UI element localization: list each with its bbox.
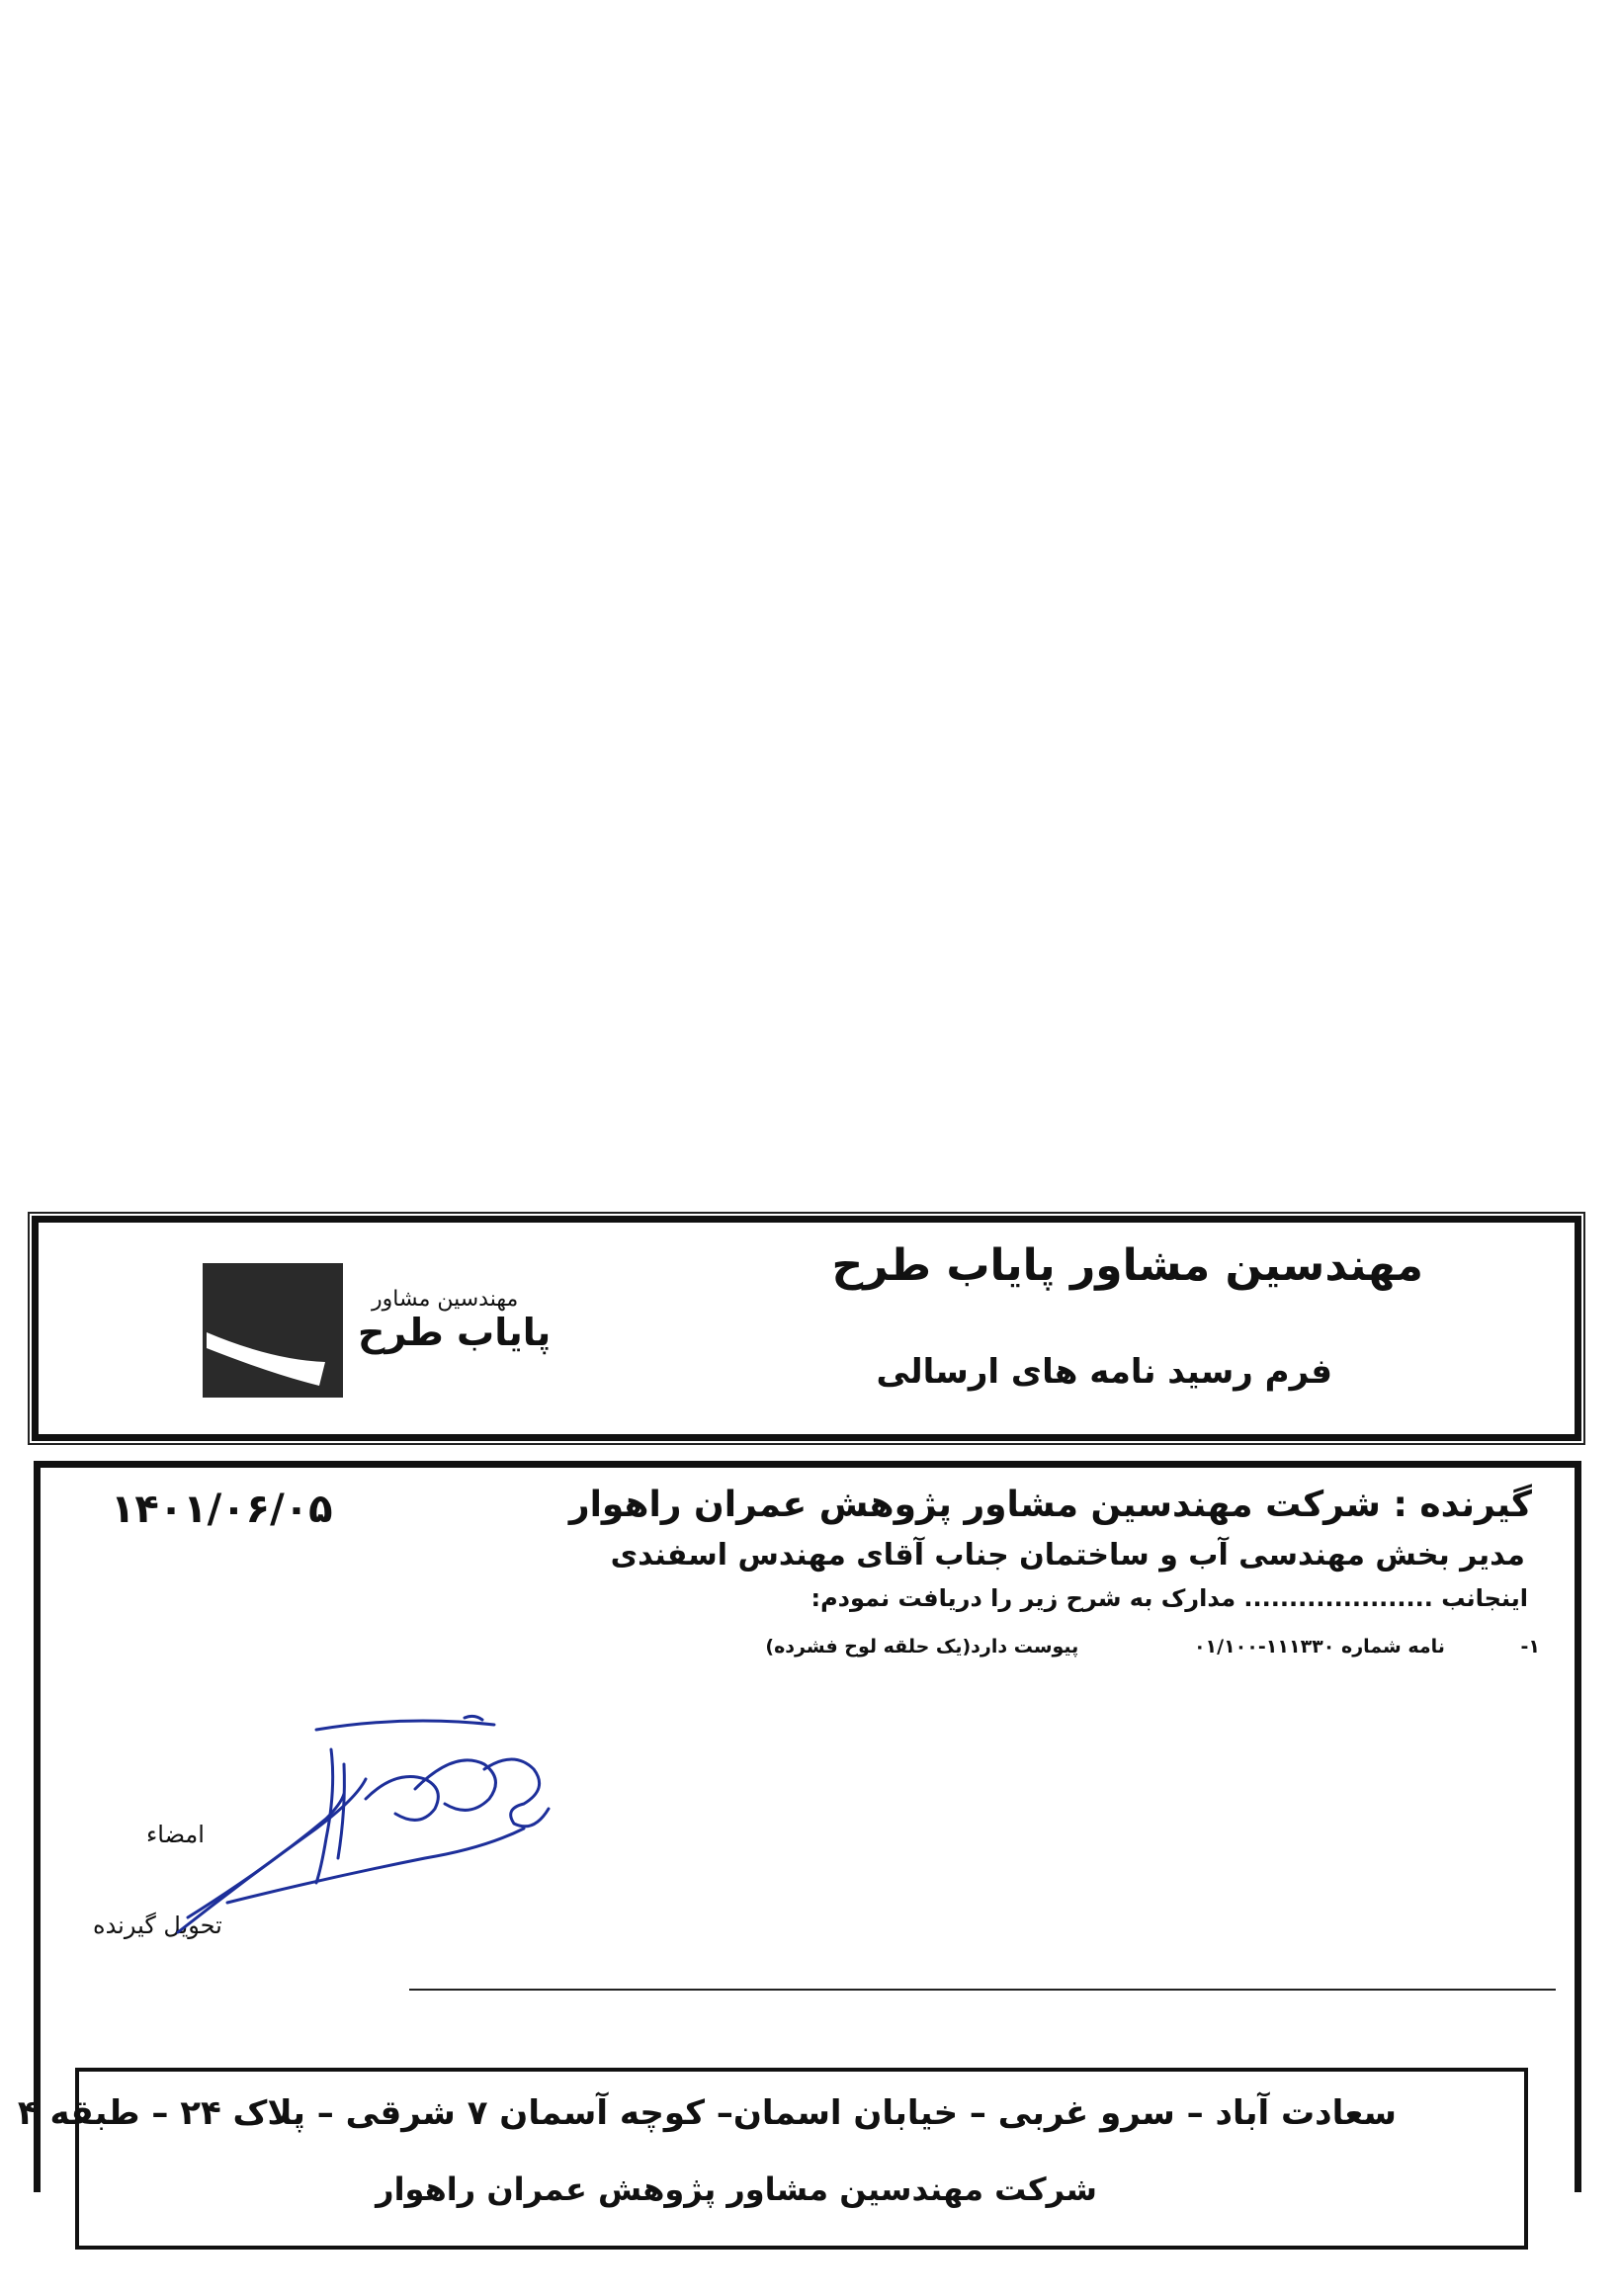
handwritten-signature — [168, 1710, 583, 1957]
footer-company-name: شرکت مهندسین مشاور پژوهش عمران راهوار — [376, 2170, 1097, 2208]
logo-caption-large: پایاب طرح — [358, 1311, 552, 1354]
manager-line: مدیر بخش مهندسی آب و ساختمان جناب آقای مهندس اسفندی — [610, 1538, 1525, 1573]
company-title: مهندسین مشاور پایاب طرح — [831, 1240, 1423, 1291]
company-address: سعادت آباد – سرو غربی – خیابان اسمان– کوچه آسمان ۷ شرقی – پلاک ۲۴ – طبقه ۴ — [17, 2093, 1397, 2133]
list-item — [765, 1636, 1540, 1658]
logo-caption-small: مهندسین مشاور — [372, 1287, 519, 1312]
form-title: فرم رسید نامه های ارسالی — [876, 1352, 1332, 1392]
receipt-date: ۱۴۰۱/۰۶/۰۵ — [111, 1487, 333, 1532]
receiver-label: تحویل گیرنده — [93, 1912, 222, 1939]
signature-line — [409, 1989, 1556, 1991]
declaration-line: اینجانب ..................... مدارک به شرح زیر را دریافت نمودم: — [810, 1584, 1528, 1612]
company-logo-icon — [203, 1263, 343, 1398]
item-letter-number: نامه شماره ۱۱۱۳۳۰-۰۱/۱۰۰ — [1193, 1636, 1445, 1658]
signature-label: امضاء — [146, 1821, 205, 1848]
recipient-line: گیرنده : شرکت مهندسین مشاور پژوهش عمران راهوار — [568, 1485, 1532, 1525]
item-attachment: پیوست دارد(یک حلقه لوح فشرده) — [765, 1636, 1079, 1658]
item-index: ۱- — [1520, 1636, 1540, 1658]
